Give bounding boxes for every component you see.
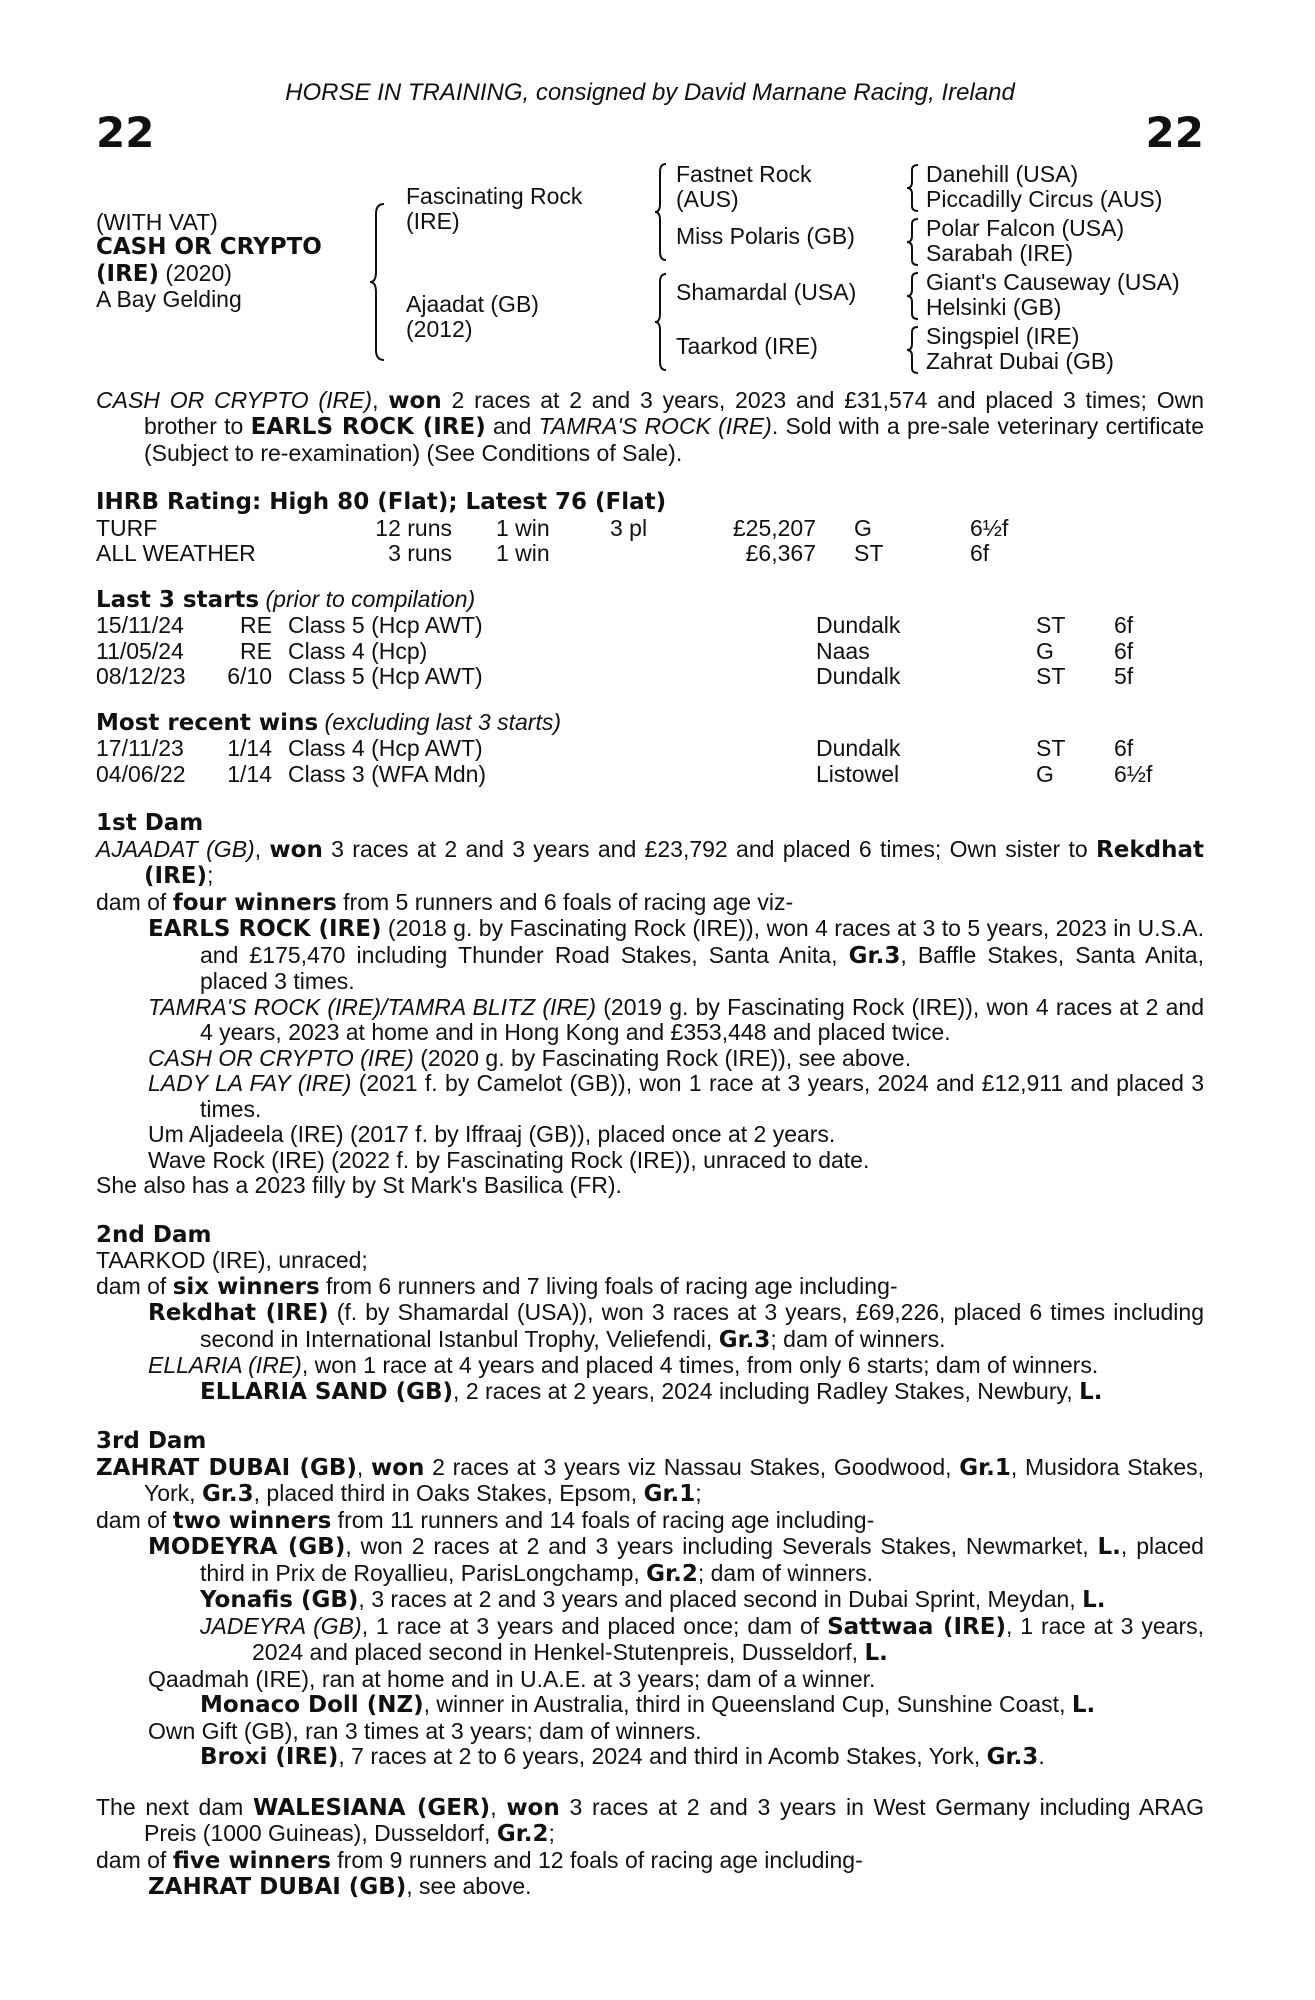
rating-section [96, 490, 1204, 567]
grand-progeny-entry: ELLARIA SAND (GB), 2 races at 2 years, 2024 including Radley Stakes, Newbury, L. [200, 1377, 1103, 1405]
start-row: 11/05/24 RE Class 4 (Hcp) Naas G 6f [96, 637, 1134, 664]
dam: Ajaadat (GB) (2012) [406, 290, 539, 342]
recent-wins-section [96, 710, 1204, 788]
win-row: 04/06/22 1/14 Class 3 (WFA Mdn) Listowel G 6½f [96, 760, 1153, 787]
horse-info [96, 210, 322, 313]
progeny-entry: Rekdhat (IRE) (f. by Shamardal (USA)), won 3 races at 3 years, £69,226, placed 6 times including second in International Istanbul Trophy, Veliefendi, Gr.3; dam of winners. [148, 1299, 1205, 1353]
progeny-entry: Wave Rock (IRE) (2022 f. by Fascinating Rock (IRE)), unraced to date. [148, 1146, 870, 1173]
progeny-entry: ELLARIA (IRE), won 1 race at 4 years and placed 4 times, from only 6 starts; dam of winners. [148, 1352, 1099, 1378]
lot-number-right: 22 [1145, 108, 1204, 157]
page-header: HORSE IN TRAINING, consigned by David Marnane Racing, Ireland [285, 79, 1015, 106]
third-dam-produce: dam of two winners from 11 runners and 14 foals of racing age including- [96, 1506, 875, 1534]
recent-wins-title: Most recent wins (excluding last 3 starts) [96, 708, 562, 736]
dam-sire: Shamardal (USA) [676, 278, 857, 305]
first-dam-produce: dam of four winners from 5 runners and 6 foals of racing age viz- [96, 888, 794, 916]
vat-label: (WITH VAT) [96, 208, 218, 235]
brace-dam-line [654, 272, 670, 372]
progeny-entry: CASH OR CRYPTO (IRE) (2020 g. by Fascinating Rock (IRE)), see above. [148, 1044, 912, 1071]
start-row: 08/12/23 6/10 Class 5 (Hcp AWT) Dundalk ST 5f [96, 663, 1134, 689]
second-dam-section [96, 1223, 1204, 1406]
sire: Fascinating Rock (IRE) [406, 182, 583, 234]
brace-g3-1 [906, 164, 920, 212]
start-row: 15/11/24 RE Class 5 (Hcp AWT) Dundalk ST 6f [96, 612, 1134, 638]
horse-description: A Bay Gelding [96, 286, 242, 312]
progeny-entry: TAMRA'S ROCK (IRE)/TAMRA BLITZ (IRE) (2019 g. by Fascinating Rock (IRE)), won 4 races at 2 and 4 years, 2023 at home and in Hong Kong and £353,448 and placed twice. [148, 993, 1205, 1045]
progeny-entry: Qaadmah (IRE), ran at home and in U.A.E. at 3 years; dam of a winner. [148, 1665, 876, 1692]
progeny-entry: LADY LA FAY (IRE) (2021 f. by Camelot (GB)), won 1 race at 3 years, 2024 and £12,911 and placed 3 times. [148, 1070, 1204, 1122]
progeny-entry: Um Aljadeela (IRE) (2017 f. by Iffraaj (GB)), placed once at 2 years. [148, 1121, 836, 1147]
third-dam-title: 3rd Dam [96, 1428, 207, 1454]
grand-progeny-entry: Monaco Doll (NZ), winner in Australia, third in Queensland Cup, Sunshine Coast, L. [200, 1691, 1096, 1718]
horse-name: CASH OR CRYPTO [96, 234, 322, 260]
pedigree-table [96, 162, 1204, 382]
next-dam-record: The next dam WALESIANA (GER), won 3 races at 2 and 3 years in West Germany including ARAG Preis (1000 Guineas), Dusseldorf, Gr.2; [96, 1793, 1205, 1847]
first-dam-record: AJAADAT (GB), won 3 races at 2 and 3 years and £23,792 and placed 6 times; Own sister to Rekdhat (IRE); [96, 835, 1204, 889]
grand-progeny-entry: Broxi (IRE), 7 races at 2 to 6 years, 2024 and third in Acomb Stakes, York, Gr.3. [200, 1743, 1045, 1770]
sire-sire: Fastnet Rock (AUS) [676, 160, 812, 212]
rating-row: TURF 12 runs 1 win 3 pl £25,207 G 6½f [96, 514, 1009, 541]
win-row: 17/11/23 1/14 Class 4 (Hcp AWT) Dundalk ST 6f [96, 735, 1134, 761]
rating-row: ALL WEATHER 3 runs 1 win £6,367 ST 6f [96, 540, 990, 566]
dam-dam: Taarkod (IRE) [676, 332, 818, 359]
next-dam-produce: dam of five winners from 9 runners and 12 foals of racing age including- [96, 1846, 863, 1874]
third-dam-section [96, 1429, 1204, 1771]
progeny-entry: EARLS ROCK (IRE) (2018 g. by Fascinating Rock (IRE)), won 4 races at 3 to 5 years, 2023 in U.S.A. and £175,470 including Thunder Road Stakes, Santa Anita, Gr.3, Baffle Stakes, Santa Anita, placed 3 times. [148, 915, 1204, 994]
rating-title: IHRB Rating: High 80 (Flat); Latest 76 (Flat) [96, 489, 667, 515]
third-generation: Danehill (USA) Piccadilly Circus (AUS) Polar Falcon (USA) Sarabah (IRE) Giant's Causeway (USA) Helsinki (GB) Singspiel (IRE) Zahrat Dubai (GB) [926, 160, 1180, 374]
brace-g3-2 [906, 218, 920, 266]
first-dam-title: 1st Dam [96, 810, 204, 836]
brace-sire-line [654, 162, 670, 262]
second-dam-title: 2nd Dam [96, 1221, 212, 1248]
grand-progeny-entry: JADEYRA (GB), 1 race at 3 years and placed once; dam of Sattwaa (IRE), 1 race at 3 years, 2024 and placed second in Henkel-Stutenpreis, Dusseldorf, L. [200, 1612, 1205, 1666]
sire-dam: Miss Polaris (GB) [676, 222, 855, 249]
horse-name-line2: (IRE) (2020) [96, 259, 232, 287]
progeny-entry: ZAHRAT DUBAI (GB), see above. [148, 1873, 532, 1900]
intro-paragraph: CASH OR CRYPTO (IRE), won 2 races at 2 and 3 years, 2023 and £31,574 and placed 3 times; Own brother to EARLS ROCK (IRE) and TAMRA'S ROCK (IRE). Sold with a pre-sale veterinary certificate (Subject to re-examination) (See Conditions of Sale). [96, 386, 1204, 466]
first-dam-note: She also has a 2023 filly by St Mark's Basilica (FR). [96, 1172, 622, 1198]
brace-g3-4 [906, 326, 920, 374]
progeny-entry: Own Gift (GB), ran 3 times at 3 years; dam of winners. [148, 1717, 702, 1744]
second-dam-produce: dam of six winners from 6 runners and 7 living foals of racing age including- [96, 1272, 898, 1300]
last-3-starts-section [96, 587, 1204, 690]
progeny-entry: MODEYRA (GB), won 2 races at 2 and 3 years including Severals Stakes, Newmarket, L., placed third in Prix de Royallieu, ParisLongchamp, Gr.2; dam of winners. [148, 1533, 1204, 1587]
last-3-title: Last 3 starts (prior to compilation) [96, 585, 476, 613]
grand-progeny-entry: Yonafis (GB), 3 races at 2 and 3 years and placed second in Dubai Sprint, Meydan, L. [200, 1586, 1106, 1613]
brace-sire-dam [368, 202, 388, 362]
catalogue-page [96, 80, 1204, 1901]
lot-number-left: 22 [96, 108, 155, 157]
third-dam-record: ZAHRAT DUBAI (GB), won 2 races at 3 years viz Nassau Stakes, Goodwood, Gr.1, Musidora Stakes, York, Gr.3, placed third in Oaks Stakes, Epsom, Gr.1; [96, 1453, 1205, 1507]
next-dam-section [96, 1795, 1204, 1901]
brace-g3-3 [906, 272, 920, 320]
second-dam-record: TAARKOD (IRE), unraced; [96, 1247, 368, 1273]
first-dam-section [96, 811, 1204, 1199]
